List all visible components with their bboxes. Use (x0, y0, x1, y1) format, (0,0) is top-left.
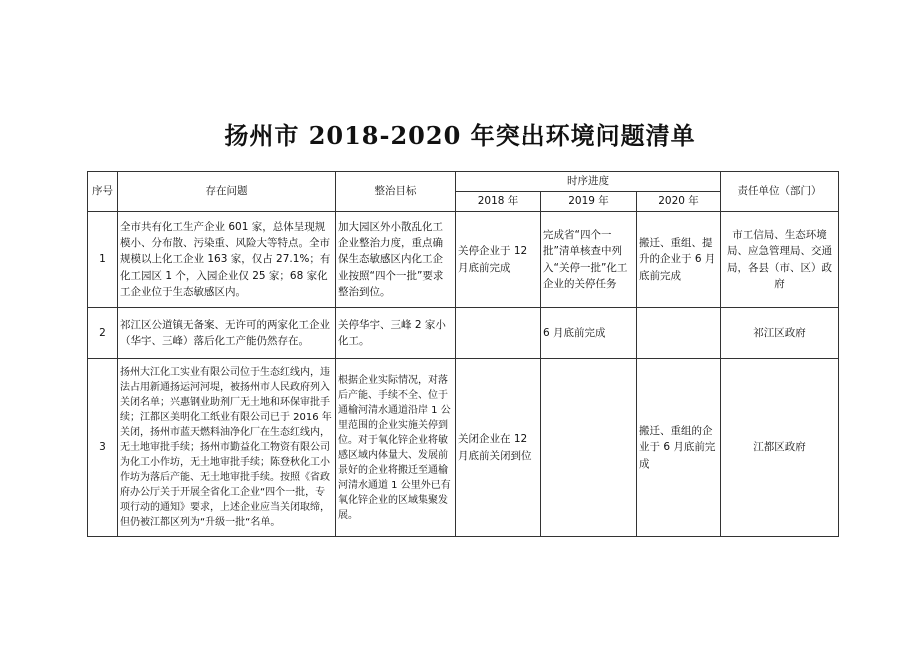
cell-2019: 完成省“四个一批”清单核查中列入“关停一批”化工企业的关停任务 (541, 212, 637, 308)
header-seq: 序号 (88, 172, 118, 212)
header-unit: 责任单位（部门） (721, 172, 839, 212)
cell-2019 (541, 359, 637, 537)
cell-problem: 全市共有化工生产企业 601 家，总体呈现规模小、分布散、污染重、风险大等特点。全市规模以上化工企业 163 家，仅占 27.1%；有化工园区 1 个，入园企业仅 25 家；68 家化工企业位于生态敏感区内。 (118, 212, 336, 308)
header-2020: 2020 年 (637, 192, 721, 212)
environment-issues-table (87, 171, 839, 537)
cell-2020 (637, 308, 721, 359)
cell-unit: 市工信局、生态环境局、应急管理局、交通局，各县（市、区）政府 (721, 212, 839, 308)
cell-2018 (456, 308, 541, 359)
cell-seq: 2 (88, 308, 118, 359)
table-row (88, 212, 839, 308)
page-title: 扬州市 2018-2020 年突出环境问题清单 (224, 121, 696, 150)
header-problem: 存在问题 (118, 172, 336, 212)
table-row (88, 359, 839, 537)
cell-unit: 江都区政府 (721, 359, 839, 537)
cell-2018: 关停企业于 12 月底前完成 (456, 212, 541, 308)
cell-2019: 6 月底前完成 (541, 308, 637, 359)
cell-2020: 搬迁、重组的企业于 6 月底前完成 (637, 359, 721, 537)
cell-problem: 扬州大江化工实业有限公司位于生态红线内，违法占用新通扬运河河堤，被扬州市人民政府列入关闭名单；兴惠钢业助剂厂无土地和环保审批手续；江都区美明化工纸业有限公司已于 2016 年关闭，扬州市蓝天燃料油净化厂在生态红线内，无土地审批手续；扬州市勤益化工物资有限公司为化工小作坊，无土地审批手续；陈登秋化工小作坊为落后产能、无土地审批手续。按照《省政府办公厅关于开展全省化工企业“四个一批，专项行动的通知》要求，上述企业应当关闭取缔，但仍被江都区列为“升级一批“名单。 (118, 359, 336, 537)
cell-seq: 3 (88, 359, 118, 537)
cell-unit: 祁江区政府 (721, 308, 839, 359)
cell-target: 关停华宇、三峰 2 家小化工。 (336, 308, 456, 359)
header-2018: 2018 年 (456, 192, 541, 212)
header-2019: 2019 年 (541, 192, 637, 212)
cell-seq: 1 (88, 212, 118, 308)
cell-problem: 祁江区公道镇无备案、无许可的两家化工企业（华宇、三峰）落后化工产能仍然存在。 (118, 308, 336, 359)
header-schedule: 时序进度 (456, 172, 721, 192)
cell-2018: 关闭企业在 12 月底前关闭到位 (456, 359, 541, 537)
table-row (88, 308, 839, 359)
cell-target: 根据企业实际情况，对落后产能、手续不全、位于通榆河清水通道沿岸 1 公里范围的企业实施关停到位。对于氧化锌企业将敏感区域内体量大、发展前景好的企业将搬迁至通榆河清水通道 1 公里外已有氧化锌企业的区域集聚发展。 (336, 359, 456, 537)
cell-target: 加大园区外小散乱化工企业整治力度，重点确保生态敏感区内化工企业按照“四个一批”要求整治到位。 (336, 212, 456, 308)
header-target: 整治目标 (336, 172, 456, 212)
cell-2020: 搬迁、重组、提升的企业于 6 月底前完成 (637, 212, 721, 308)
